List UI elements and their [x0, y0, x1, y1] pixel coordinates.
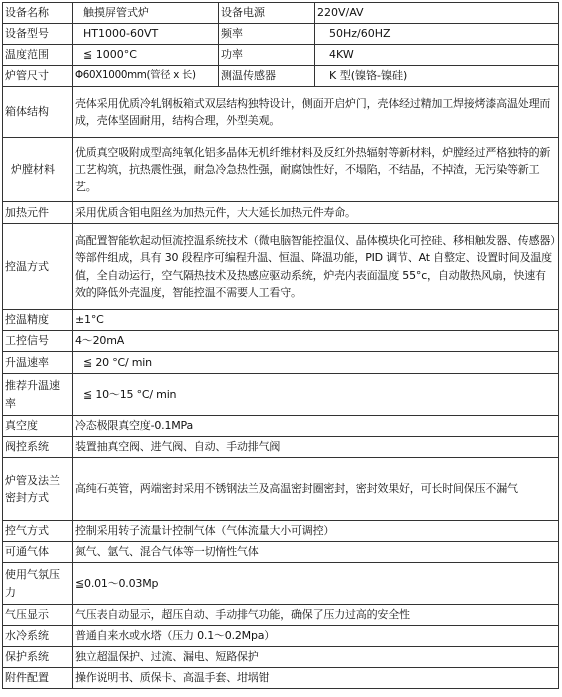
label-model: 设备型号: [3, 24, 73, 45]
spec-row: [3, 374, 559, 416]
spec-label: 控温方式: [3, 224, 73, 310]
value-frequency: 50Hz/60HZ: [315, 24, 559, 45]
spec-row: [3, 458, 559, 521]
spec-value: 氮气、氩气、混合气体等一切惰性气体: [73, 542, 559, 563]
spec-label: 炉管及法兰密封方式: [3, 458, 73, 521]
value-power: 4KW: [315, 45, 559, 66]
spec-value: 普通自来水或水塔（压力 0.1～0.2Mpa）: [73, 626, 559, 647]
spec-value: ≦0.01～0.03Mp: [73, 563, 559, 605]
label-tube-size: 炉管尺寸: [3, 66, 73, 87]
spec-row: [3, 437, 559, 458]
spec-row: [3, 138, 559, 202]
spec-label: 使用气氛压力: [3, 563, 73, 605]
spec-row: [3, 668, 559, 689]
spec-label: 附件配置: [3, 668, 73, 689]
spec-value: 4～20mA: [73, 331, 559, 352]
spec-row: [3, 521, 559, 542]
spec-row: [3, 626, 559, 647]
spec-label: 升温速率: [3, 352, 73, 374]
spec-value: 优质真空吸附成型高纯氧化铝多晶体无机纤维材料及反红外热辐射等新材料，炉膛经过严格独特的新工艺构筑，抗热震性强，耐急冷急热性强，耐腐蚀性好，不塌陷，不结晶，不掉渣，无污染等新工艺。: [73, 138, 559, 202]
spec-row-tube-size: [3, 66, 559, 87]
value-temperature-range: ≦ 1000°C: [73, 45, 219, 66]
spec-value: ≦ 10～15 °C/ min: [73, 374, 559, 416]
spec-row: [3, 416, 559, 437]
label-power-supply: 设备电源: [219, 3, 315, 24]
spec-row: [3, 310, 559, 331]
value-model: HT1000-60VT: [73, 24, 219, 45]
value-temperature-sensor: K 型(镍铬-镍硅): [315, 66, 559, 87]
spec-value: 独立超温保护、过流、漏电、短路保护: [73, 647, 559, 668]
spec-label: 真空度: [3, 416, 73, 437]
spec-label: 气压显示: [3, 605, 73, 626]
spec-value: 高配置智能软起动恒流控温系统技术（微电脑智能控温仪、晶体模块化可控硅、移相触发器、传感器）等部件组成，具有 30 段程序可编程升温、恒温、降温功能，PID 调节、At 自整定、设置时间及温度值，全自动运行，空气隔热技术及热感应驱动系统，炉壳内表面温度 55°c，自动散热风扇，快速有效的降低外壳温度，智能控温不需要人工看守。: [73, 224, 559, 310]
label-device-name: 设备名称: [3, 3, 73, 24]
spec-row: [3, 542, 559, 563]
spec-row: [3, 202, 559, 224]
spec-value: 操作说明书、质保卡、高温手套、坩埚钳: [73, 668, 559, 689]
spec-row: [3, 224, 559, 310]
spec-label: 可通气体: [3, 542, 73, 563]
spec-value: 气压表自动显示，超压自动、手动排气功能，确保了压力过高的安全性: [73, 605, 559, 626]
spec-value: 装置抽真空阀、进气阀、自动、手动排气阀: [73, 437, 559, 458]
spec-table: [2, 2, 559, 689]
spec-value: 采用优质含钼电阻丝为加热元件，大大延长加热元件寿命。: [73, 202, 559, 224]
spec-row: [3, 605, 559, 626]
spec-value: ≦ 20 °C/ min: [73, 352, 559, 374]
spec-value: 高纯石英管，两端密封采用不锈钢法兰及高温密封圈密封，密封效果好，可长时间保压不漏气: [73, 458, 559, 521]
spec-row: [3, 87, 559, 138]
label-temperature-sensor: 测温传感器: [219, 66, 315, 87]
label-frequency: 频率: [219, 24, 315, 45]
value-tube-size: Φ60X1000mm(管径 x 长): [73, 66, 219, 87]
spec-value: ±1°C: [73, 310, 559, 331]
value-device-name: 触摸屏管式炉: [73, 3, 219, 24]
spec-label: 加热元件: [3, 202, 73, 224]
spec-label: 箱体结构: [3, 87, 73, 138]
spec-value: 冷态极限真空度-0.1MPa: [73, 416, 559, 437]
spec-label: 水冷系统: [3, 626, 73, 647]
spec-row-model: [3, 24, 559, 45]
spec-label: 推荐升温速率: [3, 374, 73, 416]
spec-label: 保护系统: [3, 647, 73, 668]
spec-row-temperature-range: [3, 45, 559, 66]
spec-row: [3, 352, 559, 374]
spec-row-device-name: [3, 3, 559, 24]
label-power: 功率: [219, 45, 315, 66]
spec-label: 控温精度: [3, 310, 73, 331]
spec-label: 工控信号: [3, 331, 73, 352]
spec-row: [3, 563, 559, 605]
spec-value: 控制采用转子流量计控制气体（气体流量大小可调控）: [73, 521, 559, 542]
spec-value: 壳体采用优质冷轧钢板箱式双层结构独特设计，侧面开启炉门，壳体经过精加工焊接烤漆高温处理而成，壳体坚固耐用，结构合理，外型美观。: [73, 87, 559, 138]
spec-label: 阀控系统: [3, 437, 73, 458]
spec-label: 炉膛材料: [3, 138, 73, 202]
value-power-supply: 220V/AV: [315, 3, 559, 24]
spec-row: [3, 647, 559, 668]
label-temperature-range: 温度范围: [3, 45, 73, 66]
spec-row: [3, 331, 559, 352]
spec-label: 控气方式: [3, 521, 73, 542]
